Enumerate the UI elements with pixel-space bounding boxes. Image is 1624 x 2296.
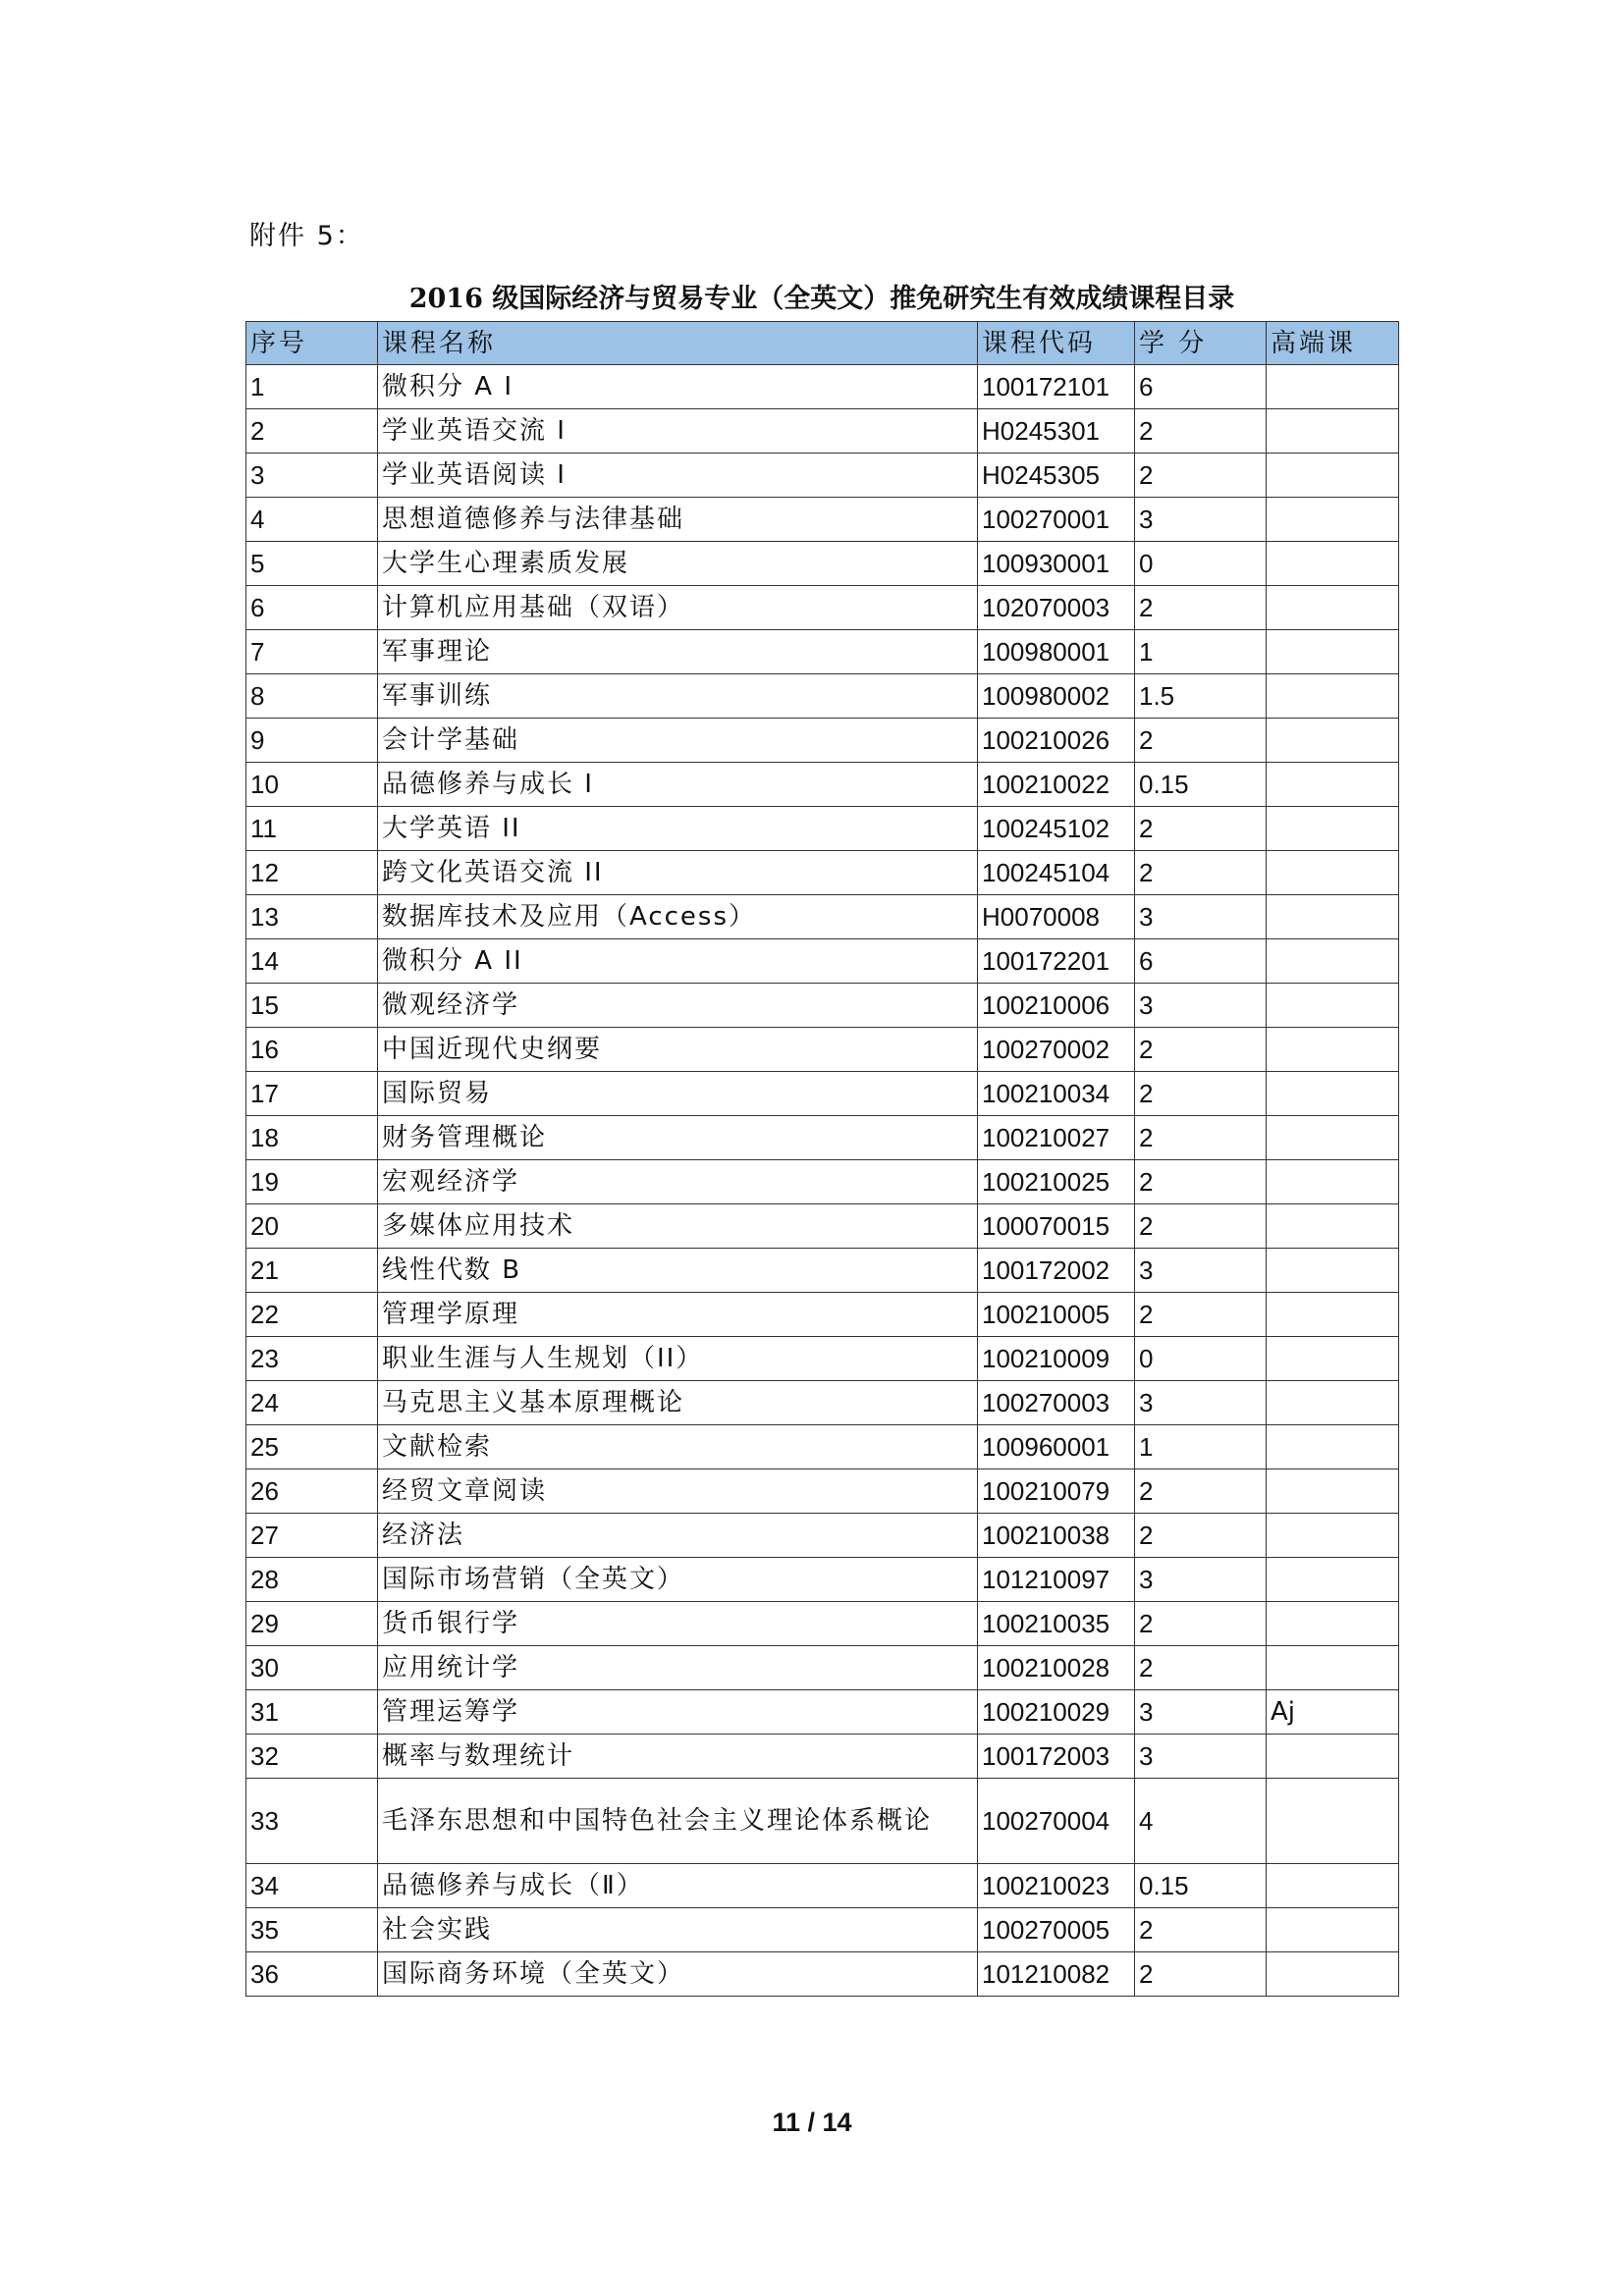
cell-no: 10 <box>246 763 378 807</box>
cell-course-name: 思想道德修养与法律基础 <box>378 498 978 542</box>
cell-course-code: 100270002 <box>978 1028 1135 1072</box>
cell-credit: 3 <box>1135 498 1267 542</box>
cell-course-code: 100210029 <box>978 1690 1135 1735</box>
cell-no: 5 <box>246 542 378 586</box>
table-row <box>246 1204 1399 1249</box>
attachment-label: 附件 5： <box>249 221 364 251</box>
cell-no: 35 <box>246 1908 378 1952</box>
cell-course-code: 100210034 <box>978 1072 1135 1116</box>
cell-course-name: 品德修养与成长（Ⅱ） <box>378 1864 978 1908</box>
table-row <box>246 630 1399 674</box>
cell-course-code: 100270003 <box>978 1381 1135 1425</box>
cell-credit: 6 <box>1135 939 1267 984</box>
table-row <box>246 719 1399 763</box>
cell-course-name: 多媒体应用技术 <box>378 1204 978 1249</box>
table-row <box>246 1028 1399 1072</box>
cell-high-end <box>1267 1293 1399 1337</box>
table-row <box>246 1425 1399 1469</box>
cell-no: 8 <box>246 674 378 719</box>
cell-course-name: 国际贸易 <box>378 1072 978 1116</box>
cell-course-name: 会计学基础 <box>378 719 978 763</box>
cell-course-name: 马克思主义基本原理概论 <box>378 1381 978 1425</box>
cell-course-code: 100930001 <box>978 542 1135 586</box>
cell-high-end <box>1267 1469 1399 1514</box>
cell-high-end <box>1267 498 1399 542</box>
table-row <box>246 674 1399 719</box>
cell-credit: 2 <box>1135 719 1267 763</box>
cell-course-name: 社会实践 <box>378 1908 978 1952</box>
cell-course-code: 100210035 <box>978 1602 1135 1646</box>
cell-course-name: 计算机应用基础（双语） <box>378 586 978 630</box>
table-row <box>246 1072 1399 1116</box>
table-row <box>246 498 1399 542</box>
cell-no: 24 <box>246 1381 378 1425</box>
cell-course-name: 国际市场营销（全英文） <box>378 1558 978 1602</box>
cell-course-code: 100980002 <box>978 674 1135 719</box>
cell-course-name: 学业英语阅读 I <box>378 454 978 498</box>
course-table-body <box>246 365 1399 1997</box>
cell-credit: 3 <box>1135 1690 1267 1735</box>
cell-course-code: 100172003 <box>978 1735 1135 1779</box>
header-course-name: 课程名称 <box>378 322 978 365</box>
cell-credit: 0 <box>1135 542 1267 586</box>
cell-course-name: 国际商务环境（全英文） <box>378 1952 978 1997</box>
cell-no: 13 <box>246 895 378 939</box>
cell-credit: 2 <box>1135 1072 1267 1116</box>
cell-no: 3 <box>246 454 378 498</box>
cell-no: 30 <box>246 1646 378 1690</box>
table-row <box>246 365 1399 409</box>
cell-no: 18 <box>246 1116 378 1160</box>
header-no: 序号 <box>246 322 378 365</box>
cell-no: 33 <box>246 1779 378 1864</box>
cell-course-name: 货币银行学 <box>378 1602 978 1646</box>
cell-no: 26 <box>246 1469 378 1514</box>
cell-course-name: 管理学原理 <box>378 1293 978 1337</box>
cell-course-name: 职业生涯与人生规划（II） <box>378 1337 978 1381</box>
cell-high-end <box>1267 719 1399 763</box>
cell-course-name: 应用统计学 <box>378 1646 978 1690</box>
cell-high-end <box>1267 1908 1399 1952</box>
cell-credit: 2 <box>1135 1469 1267 1514</box>
cell-course-name: 军事训练 <box>378 674 978 719</box>
cell-credit: 1 <box>1135 630 1267 674</box>
cell-credit: 3 <box>1135 1249 1267 1293</box>
table-row <box>246 763 1399 807</box>
table-row <box>246 1293 1399 1337</box>
cell-course-name: 文献检索 <box>378 1425 978 1469</box>
course-table <box>245 321 1399 1997</box>
cell-no: 34 <box>246 1864 378 1908</box>
cell-high-end <box>1267 939 1399 984</box>
page-number: 11 / 14 <box>772 2108 852 2137</box>
cell-credit: 2 <box>1135 1293 1267 1337</box>
cell-no: 7 <box>246 630 378 674</box>
cell-course-name: 微观经济学 <box>378 984 978 1028</box>
cell-no: 27 <box>246 1514 378 1558</box>
cell-course-code: 100210079 <box>978 1469 1135 1514</box>
cell-course-name: 经贸文章阅读 <box>378 1469 978 1514</box>
cell-course-code: 100210006 <box>978 984 1135 1028</box>
cell-course-name: 线性代数 B <box>378 1249 978 1293</box>
cell-course-name: 微积分 A II <box>378 939 978 984</box>
cell-no: 6 <box>246 586 378 630</box>
header-high-end: 高端课 <box>1267 322 1399 365</box>
cell-credit: 0 <box>1135 1337 1267 1381</box>
cell-no: 32 <box>246 1735 378 1779</box>
cell-course-code: 100270001 <box>978 498 1135 542</box>
cell-no: 36 <box>246 1952 378 1997</box>
cell-no: 11 <box>246 807 378 851</box>
cell-no: 31 <box>246 1690 378 1735</box>
cell-credit: 2 <box>1135 454 1267 498</box>
table-row <box>246 1514 1399 1558</box>
cell-no: 25 <box>246 1425 378 1469</box>
cell-high-end <box>1267 1646 1399 1690</box>
cell-credit: 3 <box>1135 1381 1267 1425</box>
cell-course-code: 100210005 <box>978 1293 1135 1337</box>
cell-course-code: 100172101 <box>978 365 1135 409</box>
cell-credit: 0.15 <box>1135 763 1267 807</box>
cell-high-end <box>1267 454 1399 498</box>
cell-credit: 2 <box>1135 409 1267 454</box>
header-credit: 学 分 <box>1135 322 1267 365</box>
cell-credit: 2 <box>1135 1646 1267 1690</box>
cell-credit: 2 <box>1135 586 1267 630</box>
cell-high-end <box>1267 542 1399 586</box>
cell-course-name: 大学生心理素质发展 <box>378 542 978 586</box>
cell-high-end <box>1267 1952 1399 1997</box>
table-header-row <box>246 322 1399 365</box>
cell-course-code: 100210025 <box>978 1160 1135 1204</box>
cell-no: 16 <box>246 1028 378 1072</box>
cell-no: 19 <box>246 1160 378 1204</box>
cell-course-code: H0245301 <box>978 409 1135 454</box>
cell-course-code: 100210023 <box>978 1864 1135 1908</box>
cell-course-code: 100210009 <box>978 1337 1135 1381</box>
table-row <box>246 586 1399 630</box>
table-row <box>246 1864 1399 1908</box>
table-row <box>246 454 1399 498</box>
table-row <box>246 1337 1399 1381</box>
table-row <box>246 895 1399 939</box>
cell-course-name: 经济法 <box>378 1514 978 1558</box>
cell-course-code: 102070003 <box>978 586 1135 630</box>
table-row <box>246 1735 1399 1779</box>
cell-credit: 2 <box>1135 1514 1267 1558</box>
cell-high-end <box>1267 1204 1399 1249</box>
cell-credit: 2 <box>1135 1116 1267 1160</box>
cell-course-code: 100172002 <box>978 1249 1135 1293</box>
cell-credit: 2 <box>1135 1908 1267 1952</box>
cell-high-end <box>1267 365 1399 409</box>
cell-no: 21 <box>246 1249 378 1293</box>
cell-course-code: 100210027 <box>978 1116 1135 1160</box>
cell-no: 29 <box>246 1602 378 1646</box>
cell-course-code: 100960001 <box>978 1425 1135 1469</box>
cell-credit: 0.15 <box>1135 1864 1267 1908</box>
cell-high-end <box>1267 1735 1399 1779</box>
cell-high-end <box>1267 1249 1399 1293</box>
cell-credit: 1.5 <box>1135 674 1267 719</box>
cell-credit: 3 <box>1135 895 1267 939</box>
table-row <box>246 1690 1399 1735</box>
cell-course-code: 100270005 <box>978 1908 1135 1952</box>
cell-credit: 2 <box>1135 1952 1267 1997</box>
cell-credit: 2 <box>1135 1028 1267 1072</box>
cell-course-name: 数据库技术及应用（Access） <box>378 895 978 939</box>
cell-high-end <box>1267 1558 1399 1602</box>
cell-high-end <box>1267 1160 1399 1204</box>
cell-no: 1 <box>246 365 378 409</box>
cell-course-code: 100245104 <box>978 851 1135 895</box>
cell-course-code: H0245305 <box>978 454 1135 498</box>
table-row <box>246 1558 1399 1602</box>
cell-course-name: 概率与数理统计 <box>378 1735 978 1779</box>
table-row <box>246 984 1399 1028</box>
cell-high-end <box>1267 1779 1399 1864</box>
header-course-code: 课程代码 <box>978 322 1135 365</box>
cell-high-end: Aj <box>1267 1690 1399 1735</box>
cell-high-end <box>1267 1116 1399 1160</box>
table-row <box>246 1160 1399 1204</box>
table-row <box>246 1469 1399 1514</box>
cell-no: 28 <box>246 1558 378 1602</box>
table-row <box>246 409 1399 454</box>
cell-course-code: 100210022 <box>978 763 1135 807</box>
cell-course-code: 100270004 <box>978 1779 1135 1864</box>
cell-high-end <box>1267 1425 1399 1469</box>
cell-course-name: 大学英语 II <box>378 807 978 851</box>
cell-course-code: 101210097 <box>978 1558 1135 1602</box>
cell-high-end <box>1267 1028 1399 1072</box>
cell-credit: 2 <box>1135 851 1267 895</box>
cell-high-end <box>1267 1864 1399 1908</box>
cell-course-name: 宏观经济学 <box>378 1160 978 1204</box>
cell-no: 20 <box>246 1204 378 1249</box>
cell-credit: 3 <box>1135 1558 1267 1602</box>
table-row <box>246 1249 1399 1293</box>
cell-course-name: 品德修养与成长 I <box>378 763 978 807</box>
cell-course-name: 财务管理概论 <box>378 1116 978 1160</box>
cell-high-end <box>1267 763 1399 807</box>
cell-credit: 2 <box>1135 1160 1267 1204</box>
cell-course-name: 中国近现代史纲要 <box>378 1028 978 1072</box>
cell-course-name: 微积分 A I <box>378 365 978 409</box>
cell-course-name: 跨文化英语交流 II <box>378 851 978 895</box>
cell-credit: 2 <box>1135 1602 1267 1646</box>
cell-credit: 6 <box>1135 365 1267 409</box>
cell-course-code: 100210028 <box>978 1646 1135 1690</box>
cell-credit: 2 <box>1135 807 1267 851</box>
cell-high-end <box>1267 1337 1399 1381</box>
cell-course-code: H0070008 <box>978 895 1135 939</box>
cell-high-end <box>1267 1381 1399 1425</box>
table-row <box>246 1908 1399 1952</box>
table-row <box>246 851 1399 895</box>
cell-course-code: 100210038 <box>978 1514 1135 1558</box>
cell-high-end <box>1267 674 1399 719</box>
cell-high-end <box>1267 1602 1399 1646</box>
cell-credit: 1 <box>1135 1425 1267 1469</box>
table-row <box>246 1381 1399 1425</box>
cell-course-code: 101210082 <box>978 1952 1135 1997</box>
cell-high-end <box>1267 895 1399 939</box>
table-row <box>246 939 1399 984</box>
cell-course-code: 100980001 <box>978 630 1135 674</box>
document-title: 2016 级国际经济与贸易专业（全英文）推免研究生有效成绩课程目录 <box>408 284 1235 314</box>
table-row <box>246 807 1399 851</box>
cell-course-name: 管理运筹学 <box>378 1690 978 1735</box>
cell-course-name: 毛泽东思想和中国特色社会主义理论体系概论 <box>378 1779 978 1864</box>
table-row <box>246 1646 1399 1690</box>
table-row <box>246 1952 1399 1997</box>
cell-credit: 3 <box>1135 984 1267 1028</box>
cell-no: 2 <box>246 409 378 454</box>
cell-course-code: 100172201 <box>978 939 1135 984</box>
cell-high-end <box>1267 586 1399 630</box>
cell-high-end <box>1267 807 1399 851</box>
cell-course-name: 军事理论 <box>378 630 978 674</box>
table-row <box>246 1602 1399 1646</box>
cell-high-end <box>1267 409 1399 454</box>
table-row <box>246 1779 1399 1864</box>
table-row <box>246 542 1399 586</box>
cell-high-end <box>1267 630 1399 674</box>
cell-credit: 2 <box>1135 1204 1267 1249</box>
cell-high-end <box>1267 1514 1399 1558</box>
cell-credit: 4 <box>1135 1779 1267 1864</box>
cell-high-end <box>1267 984 1399 1028</box>
cell-high-end <box>1267 851 1399 895</box>
cell-course-code: 100245102 <box>978 807 1135 851</box>
cell-no: 15 <box>246 984 378 1028</box>
cell-no: 23 <box>246 1337 378 1381</box>
cell-course-code: 100210026 <box>978 719 1135 763</box>
cell-no: 12 <box>246 851 378 895</box>
cell-no: 14 <box>246 939 378 984</box>
cell-no: 9 <box>246 719 378 763</box>
table-row <box>246 1116 1399 1160</box>
cell-no: 22 <box>246 1293 378 1337</box>
cell-high-end <box>1267 1072 1399 1116</box>
cell-credit: 3 <box>1135 1735 1267 1779</box>
cell-course-name: 学业英语交流 I <box>378 409 978 454</box>
cell-no: 17 <box>246 1072 378 1116</box>
cell-no: 4 <box>246 498 378 542</box>
cell-course-code: 100070015 <box>978 1204 1135 1249</box>
